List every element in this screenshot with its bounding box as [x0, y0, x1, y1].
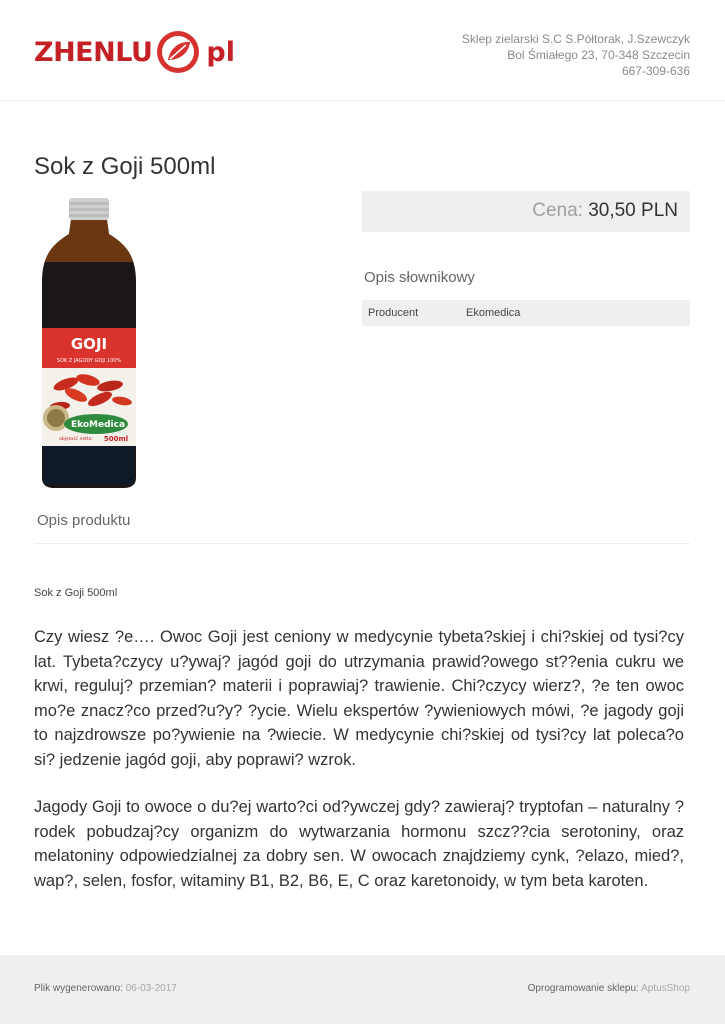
- label-volume-prefix-text: objętość netto:: [59, 437, 93, 442]
- label-maker-text: EkoMedica: [70, 420, 126, 430]
- software-label: Oprogramowanie sklepu:: [527, 983, 639, 994]
- label-subtitle-text: SOK Z JAGODY GOJI 100%: [56, 358, 122, 364]
- logo-domain-suffix: pl: [206, 36, 235, 68]
- price: [532, 200, 678, 222]
- price-value: 30,50 PLN: [588, 200, 678, 221]
- dictionary-value: Ekomedica: [466, 307, 521, 319]
- software-link[interactable]: AptusShop: [641, 983, 690, 994]
- page-header: [0, 0, 725, 101]
- dictionary-title: Opis słownikowy: [364, 269, 475, 286]
- shop-name: Sklep zielarski S.C S.Półtorak, J.Szewczyk: [461, 32, 690, 46]
- shop-address: Bol Śmiałego 23, 70-348 Szczecin: [507, 48, 690, 62]
- software-info: [528, 983, 690, 994]
- leaf-logo-icon: [156, 30, 200, 74]
- label-brand-text: GOJI: [70, 335, 108, 353]
- page-footer: [0, 955, 725, 1024]
- generated-info: [34, 983, 177, 994]
- zhenlu-logo[interactable]: [34, 28, 235, 76]
- generated-label: Plik wygenerowano:: [34, 983, 123, 994]
- section-divider: [34, 543, 690, 544]
- price-box: [362, 191, 690, 232]
- logo-wordmark: ZHENLU: [34, 36, 153, 68]
- dictionary-key: Producent: [368, 307, 419, 319]
- label-volume-text: 500ml: [103, 435, 129, 443]
- price-label: Cena:: [532, 200, 583, 221]
- generated-date: 06-03-2017: [125, 983, 177, 994]
- description-heading: Opis produktu: [37, 512, 131, 529]
- product-image: [36, 196, 142, 490]
- shop-contact-info: [462, 31, 690, 79]
- shop-phone: 667-309-636: [621, 64, 690, 78]
- dictionary-row-producer: [362, 300, 690, 326]
- description-paragraph: Jagody Goji to owoce o du?ej warto?ci od?ywczej gdy? zawieraj? tryptofan – naturalny ?rodek pobudzaj?cy organizm do wytwarzania hormonu szcz??cia serotoniny, oraz melatoniny odpowiedzialnej za dobry sen. W owocach znajdziemy cynk, ?elazo, mied?, wap?, selen, fosfor, witaminy B1, B2, B6, E, C oraz karetonoidy, w tym beta karoten.: [34, 798, 684, 890]
- description-product-name: Sok z Goji 500ml: [34, 587, 118, 599]
- description-paragraph: Czy wiesz ?e…. Owoc Goji jest ceniony w medycynie tybeta?skiej i chi?skiej od tysi?cy lat. Tybeta?czycy u?ywaj? jagód goji do utrzymania prawid?owego st??enia cukru we krwi, reguluj? przemian? materii i poprawiaj? trawienie. Chi?czycy wierz?, ?e ten owoc mo?e znacz?co przed?u?y? ?ycie. Wielu ekspertów ?ywieniowych mówi, ?e jagody goji to najzdrowsze po?ywienie na ?wiecie. W medycynie chi?skiej od tysi?cy lat poleca?o si? jedzenie jagód goji, aby poprawi? wzrok.: [34, 628, 684, 769]
- product-title: Sok z Goji 500ml: [34, 153, 216, 181]
